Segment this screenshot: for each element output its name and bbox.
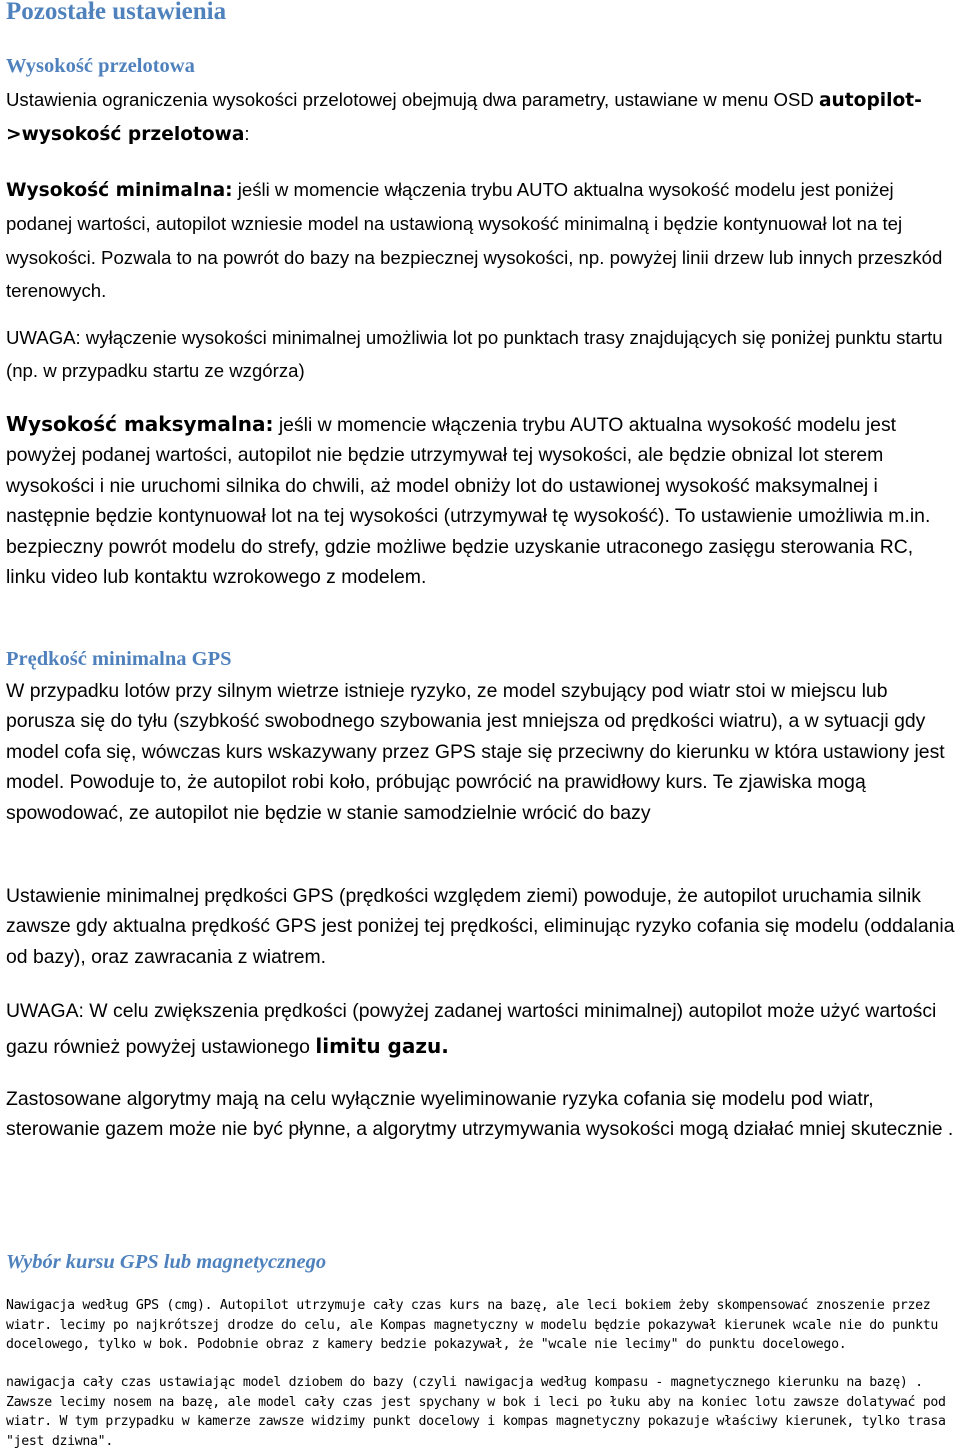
intro-text: Ustawienia ograniczenia wysokości przelotowej obejmują dwa parametry, ustawiane w menu OSD [6, 89, 819, 110]
menu-path: autopilot->wysokość przelotowa [6, 90, 922, 146]
min-altitude-label: Wysokość minimalna: [6, 180, 233, 201]
gps-speed-paragraph-2: Ustawienie minimalnej prędkości GPS (prędkości względem ziemi) powoduje, że autopilot uruchamia silnik zawsze gdy aktualna prędkość GPS jest poniżej tej prędkości, eliminując ryzyko cofania się modelu (oddalania od bazy), oraz zawracania z wiatrem. [6, 885, 955, 968]
gps-speed-warning-text: UWAGA: W celu zwiększenia prędkości (powyżej zadanej wartości minimalnej) autopilot może użyć wartości gazu również powyżej ustawionego [6, 1000, 937, 1058]
max-altitude-label: Wysokość maksymalna: [6, 412, 274, 436]
heading-cruise-altitude: Wysokość przelotowa [6, 55, 195, 77]
altitude-intro-paragraph [6, 83, 954, 152]
page-title: Pozostałe ustawienia [6, 0, 227, 25]
course-magnetic-paragraph: nawigacja cały czas ustawiając model dziobem do bazy (czyli nawigacja według kompasu - magnetycznego kierunku na bazę) . Zawsze lecimy nosem na bazę, ale model cały czas jest spychany w bok i leci po łuku aby na koniec lotu zawsze dolatywać pod wiatr. W tym przypadku w kamerze zawsze widzimy punkt docelowy i kompas magnetyczny pokazuje właściwy kierunek, tylko trasa "jest dziwna". [6, 1375, 946, 1449]
min-altitude-paragraph [6, 173, 954, 308]
heading-course-selection: Wybór kursu GPS lub magnetycznego [6, 1251, 327, 1273]
gps-speed-paragraph-1: W przypadku lotów przy silnym wietrze istnieje ryzyko, ze model szybujący pod wiatr stoi w miejscu lub porusza się do tyłu (szybkość swobodnego szybowania jest mniejsza od prędkości wiatru), a w sytuacji gdy model cofa się, wówczas kurs wskazywany przez GPS staje się przeciwny do kierunku w która ustawiony jest model. Powoduje to, że autopilot robi koło, próbując powrócić na prawidłowy kurs. Te zjawiska mogą spowodować, ze autopilot nie będzie w stanie samodzielnie wrócić do bazy [6, 680, 945, 824]
gps-speed-warning [6, 994, 956, 1065]
max-altitude-paragraph [6, 409, 956, 592]
min-altitude-warning: UWAGA: wyłączenie wysokości minimalnej umożliwia lot po punktach trasy znajdujących się poniżej punktu startu (np. w przypadku startu ze wzgórza) [6, 327, 943, 382]
throttle-limit-label: limitu gazu. [315, 1034, 449, 1058]
max-altitude-text: jeśli w momencie włączenia trybu AUTO aktualna wysokość modelu jest powyżej podanej wartości, autopilot nie będzie utrzymywał tej wysokości, ale będzie obnizal lot sterem wysokości i nie uruchomi silnika do chwili, aż model obniży lot do ustawionej wysokość maksymalnej i następnie będzie kontynuował lot na tej wysokości (utrzymywał tę wysokość). To ustawienie umożliwia m.in. bezpieczny powrót modelu do strefy, gdzie możliwe będzie uzyskanie utraconego zasięgu sterowania RC, linku video lub kontaktu wzrokowego z modelem. [6, 414, 931, 589]
heading-min-gps-speed: Prędkość minimalna GPS [6, 648, 232, 670]
min-altitude-text: jeśli w momencie włączenia trybu AUTO aktualna wysokość modelu jest poniżej podanej wartości, autopilot wzniesie model na ustawioną wysokość minimalną i będzie kontynuował lot na tej wysokości. Pozwala to na powrót do bazy na bezpiecznej wysokości, np. powyżej linii drzew lub innych przeszkód terenowych. [6, 179, 943, 302]
intro-end: : [244, 123, 250, 145]
gps-speed-paragraph-4: Zastosowane algorytmy mają na celu wyłącznie wyeliminowanie ryzyka cofania się modelu pod wiatr, sterowanie gazem może nie być płynne, a algorytmy utrzymywania wysokości mogą działać mniej skutecznie . [6, 1088, 954, 1141]
course-gps-paragraph: Nawigacja według GPS (cmg). Autopilot utrzymuje cały czas kurs na bazę, ale leci bokiem żeby skompensować znoszenie przez wiatr. lecimy po najkrótszej drodze do celu, ale Kompas magnetyczny w modelu będzie pokazywał kierunek wcale nie do punktu docelowego, tylko w bok. Podobnie obraz z kamery bedzie pokazywał, że "wcale nie lecimy" do punktu docelowego. [6, 1298, 939, 1352]
